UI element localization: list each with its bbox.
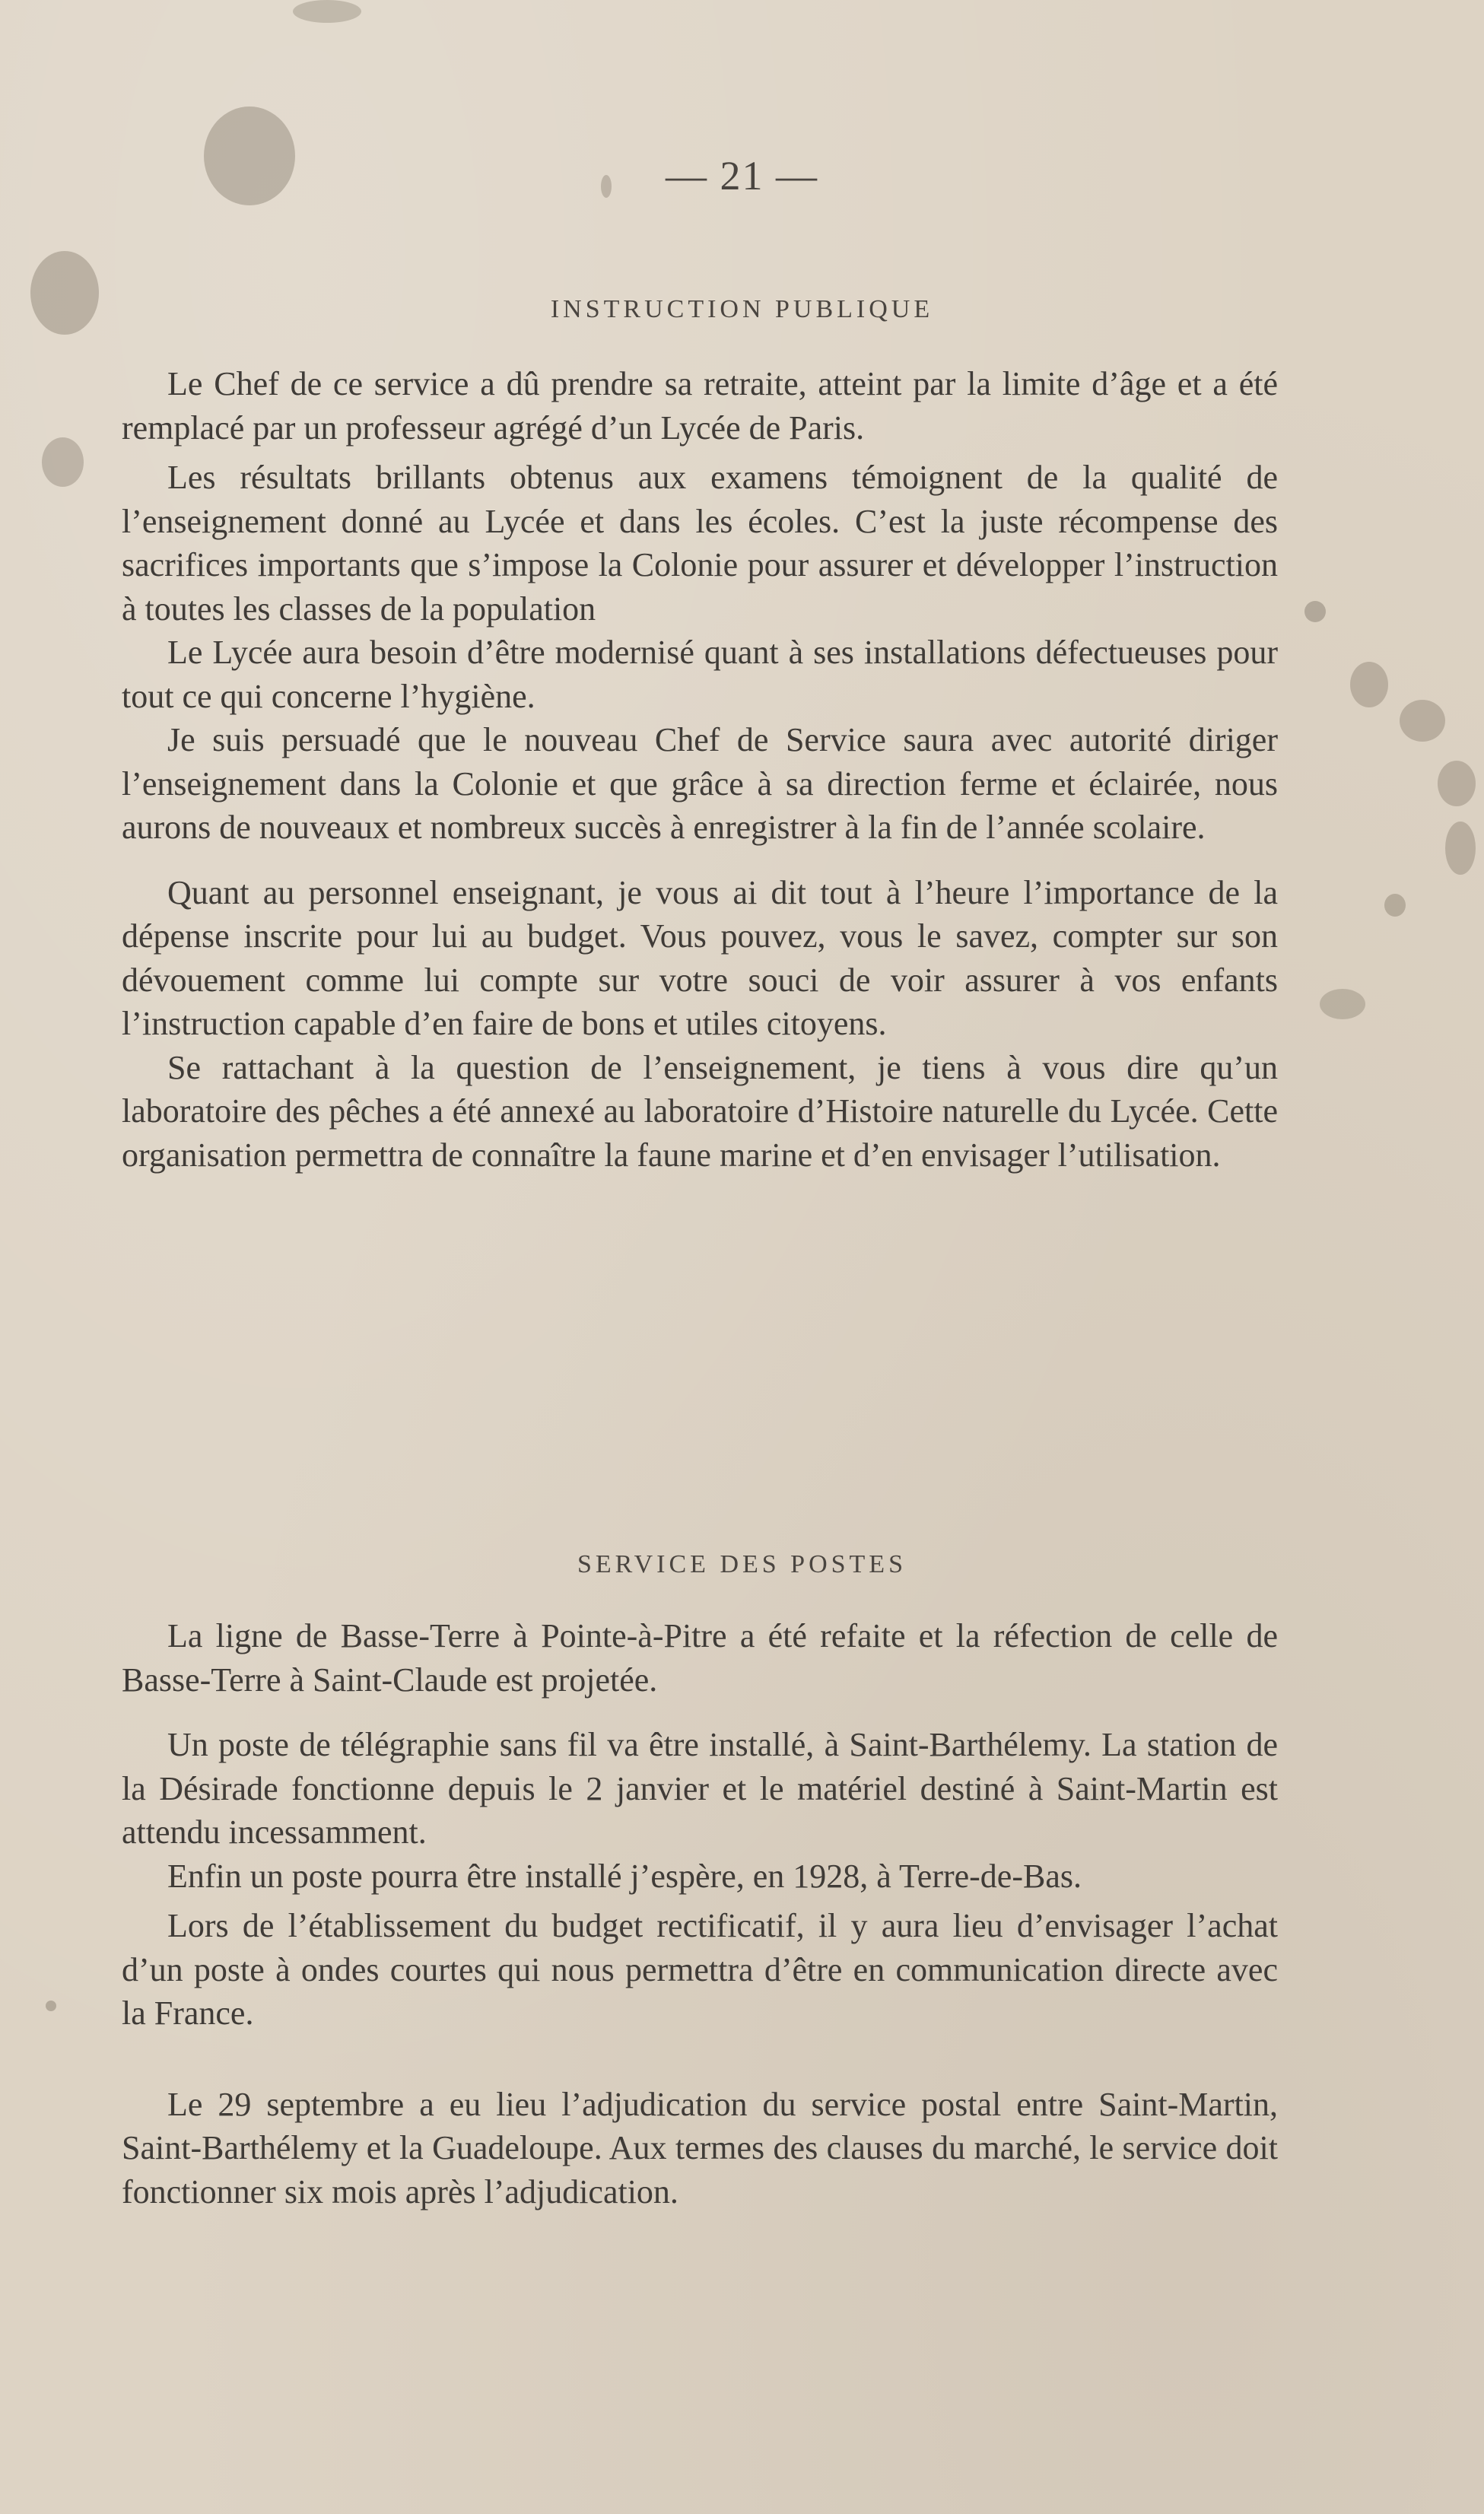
section-body-instruction-publique [122,362,1278,1177]
stain-mark [42,437,84,487]
section-title-service-des-postes: SERVICE DES POSTES [577,1550,907,1578]
section-body-service-des-postes [122,1614,1278,2214]
paragraph: Le 29 septembre a eu lieu l’adjudication du service postal entre Saint-Martin, Saint-Barthélemy et la Guadeloupe. Aux termes des clauses du marché, le service doit fonctionner six mois après l’adjudication. [122,2085,1278,2210]
paragraph: Quant au personnel enseignant, je vous ai dit tout à l’heure l’importance de la dépense inscrite pour lui au budget. Vous pouvez, vous le savez, compter sur son dévouement comme lui compte sur votre souci de voir assurer à vos enfants l’instruction capable d’en faire de bons et utiles citoyens. [122,873,1278,1042]
paragraph: La ligne de Basse-Terre à Pointe-à-Pitre a été refaite et la réfection de celle de Basse-Terre à Saint-Claude est projetée. [122,1617,1278,1699]
paragraph: Se rattachant à la question de l’enseignement, je tiens à vous dire qu’un laboratoire des pêches a été annexé au laboratoire d’Histoire naturelle du Lycée. Cette organisation permettra de connaître la faune marine et d’en envisager l’utilisation. [122,1048,1278,1174]
paragraph: Un poste de télégraphie sans fil va être installé, à Saint-Barthélemy. La station de la Désirade fonctionne depuis le 2 janvier et le matériel destiné à Saint-Martin est attendu incessamment. [122,1726,1278,1851]
stain-mark [1384,894,1406,917]
section-title-instruction-publique: INSTRUCTION PUBLIQUE [550,295,934,323]
stain-mark [1438,761,1476,806]
stain-mark [1320,989,1365,1019]
page-number: — 21 — [666,153,818,199]
paragraph: Le Lycée aura besoin d’être modernisé quant à ses installations défectueuses pour tout ce qui concerne l’hygiène. [122,634,1278,715]
stain-mark [1304,601,1326,622]
stain-mark [1445,822,1476,875]
stain-mark [293,0,361,23]
paragraph: Les résultats brillants obtenus aux examens témoignent de la qualité de l’enseignement donné au Lycée et dans les écoles. C’est la juste récompense des sacrifices importants que s’impose la Colonie pour assurer et développer l’instruction à toutes les classes de la population [122,459,1278,628]
stain-mark [46,2001,56,2011]
paragraph: Lors de l’établissement du budget rectificatif, il y aura lieu d’envisager l’achat d’un poste à ondes courtes qui nous permettra d’être en communication directe avec la France. [122,1907,1278,2032]
stain-mark [1350,662,1388,707]
paragraph: Le Chef de ce service a dû prendre sa retraite, atteint par la limite d’âge et a été remplacé par un professeur agrégé d’un Lycée de Paris. [122,365,1278,447]
paragraph: Je suis persuadé que le nouveau Chef de Service saura avec autorité diriger l’enseignement dans la Colonie et que grâce à sa direction ferme et éclairée, nous aurons de nouveaux et nombreux succès à enregistrer à la fin de l’année scolaire. [122,721,1278,846]
stain-mark [1400,700,1445,742]
paragraph: Enfin un poste pourra être installé j’espère, en 1928, à Terre-de-Bas. [167,1857,1082,1895]
